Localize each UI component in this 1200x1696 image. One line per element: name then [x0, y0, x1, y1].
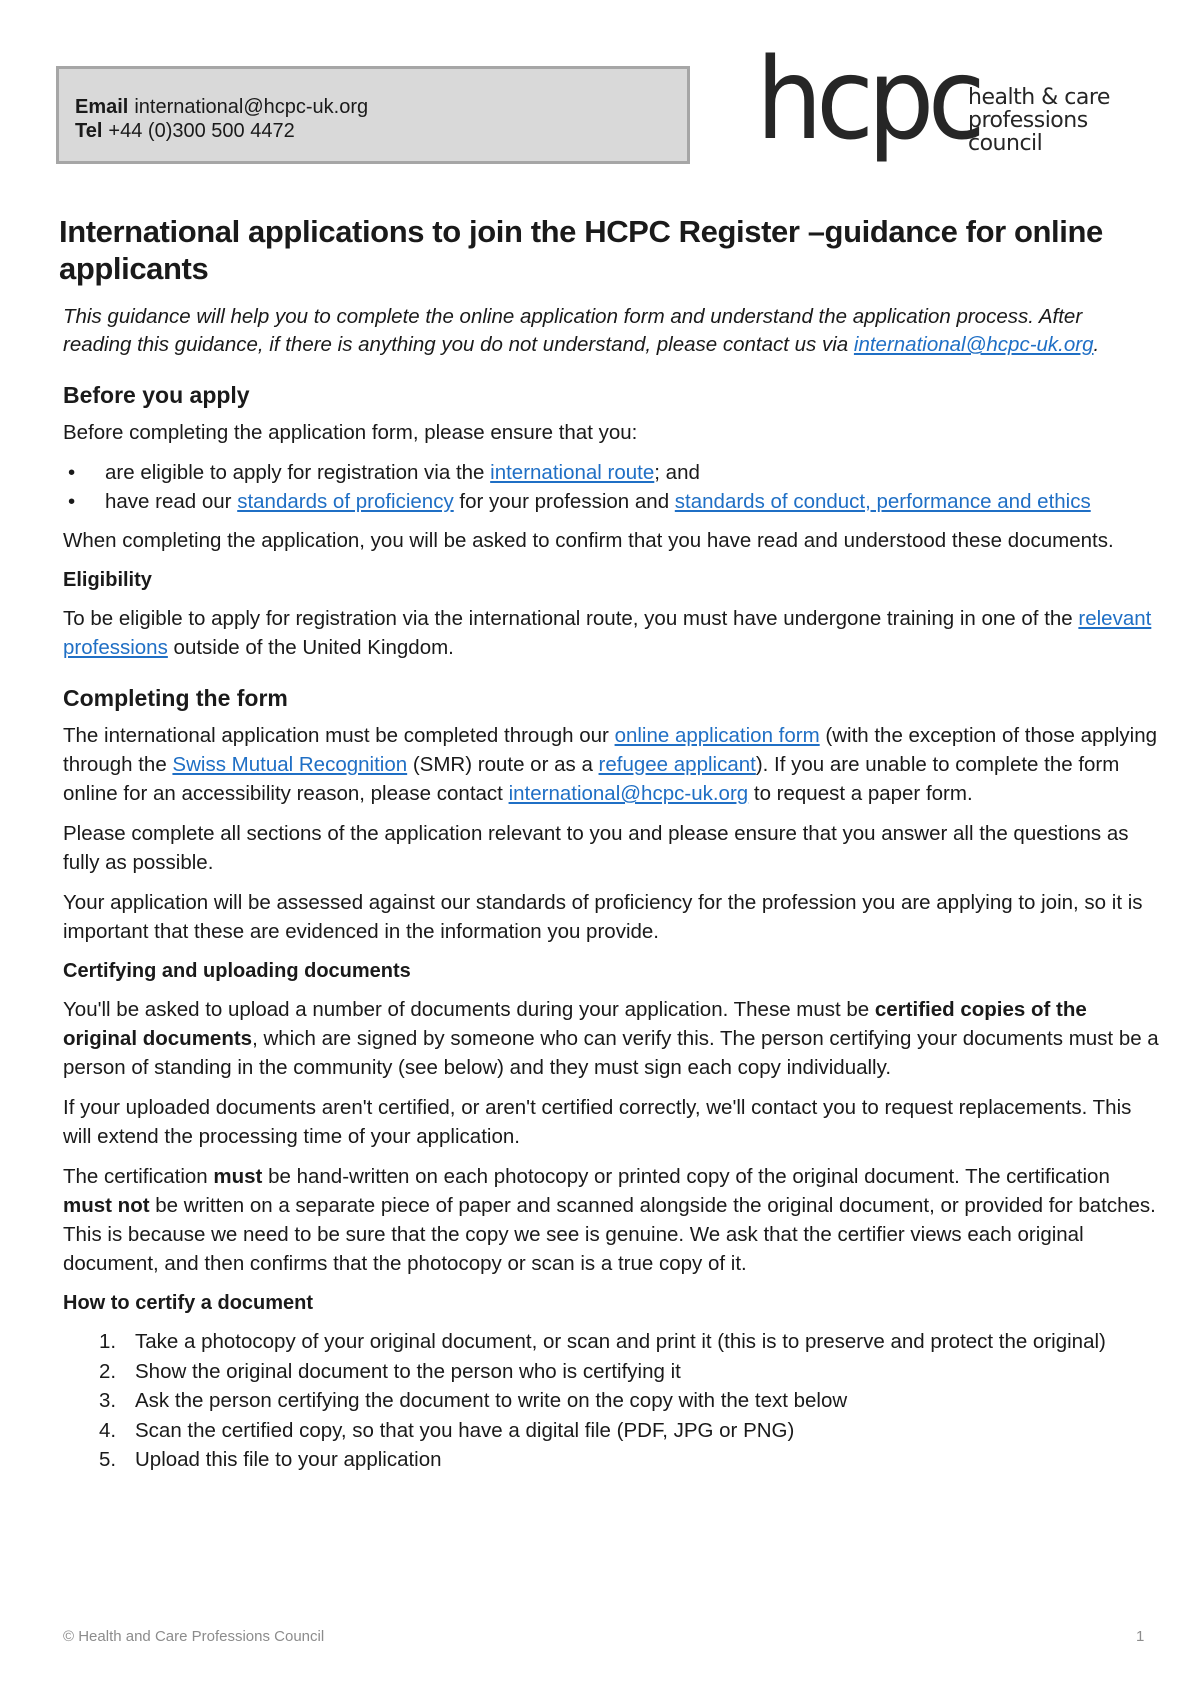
certifying-paragraph-2: If your uploaded documents aren't certified, or aren't certified correctly, we'll contact you to request replacements. This will extend the processing time of your application.	[63, 1096, 1132, 1148]
step-number: 1.	[99, 1330, 117, 1353]
email-label: Email	[75, 96, 129, 118]
bullet-icon: •	[68, 461, 76, 484]
international-route-link[interactable]: international route	[490, 461, 655, 484]
footer-page-number: 1	[1136, 1628, 1145, 1645]
document-body	[63, 380, 1163, 1475]
completing-paragraph-1	[63, 721, 1163, 808]
logo-tagline-line: health & care	[968, 85, 1110, 110]
intro-end: .	[1093, 333, 1100, 356]
eligibility-paragraph	[63, 604, 1163, 662]
section-gap	[63, 673, 1163, 683]
paragraph-text: You'll be asked to upload a number of documents during your application. These must be	[63, 998, 875, 1021]
list-item-text: ; and	[654, 461, 700, 484]
list-item	[63, 1445, 1163, 1475]
list-item	[63, 1416, 1163, 1446]
step-number: 3.	[99, 1389, 117, 1412]
bullet-icon: •	[68, 490, 76, 513]
list-item	[63, 487, 1163, 516]
list-item	[63, 458, 1163, 487]
email-value[interactable]: international@hcpc-uk.org	[134, 96, 369, 118]
footer-copyright: © Health and Care Professions Council	[63, 1628, 325, 1645]
online-application-form-link[interactable]: online application form	[614, 724, 820, 747]
before-lead: Before completing the application form, please ensure that you:	[63, 421, 638, 444]
step-number: 4.	[99, 1418, 117, 1442]
bold-text: must not	[63, 1194, 150, 1217]
step-text: Scan the certified copy, so that you have a digital file (PDF, JPG or PNG)	[135, 1418, 795, 1442]
relevant-professions-link[interactable]: relevant professions	[63, 607, 1152, 659]
step-number: 2.	[99, 1359, 117, 1383]
document-title: International applications to join the HCPC Register –guidance for online applicants	[59, 214, 1103, 286]
before-confirm-paragraph: When completing the application, you will be asked to confirm that you have read and understood these documents.	[63, 529, 1114, 552]
list-item	[63, 1386, 1163, 1416]
list-item	[63, 1327, 1163, 1357]
list-item	[63, 1357, 1163, 1387]
standards-of-proficiency-link[interactable]: standards of proficiency	[237, 490, 454, 513]
section-heading-completing-the-form: Completing the form	[63, 685, 288, 711]
logo-tagline-line: professions	[968, 108, 1088, 133]
bold-text: certified copies of the original documents	[63, 998, 1087, 1050]
refugee-applicant-link[interactable]: refugee applicant	[598, 753, 756, 776]
intro-paragraph	[63, 303, 1153, 359]
paragraph-text: be hand-written on each photocopy or printed copy of the original document. The certification	[262, 1165, 1110, 1188]
logo-tagline-line: council	[968, 131, 1043, 156]
step-text: Show the original document to the person who is certifying it	[135, 1359, 681, 1383]
paragraph-text: To be eligible to apply for registration via the international route, you must have undergone training in one of the	[63, 607, 1079, 630]
how-to-steps-list	[63, 1327, 1163, 1475]
international-email-link[interactable]: international@hcpc-uk.org	[508, 782, 749, 805]
tel-value: +44 (0)300 500 4472	[108, 120, 295, 142]
hcpc-logo	[756, 35, 1110, 174]
list-item-text: for your profession and	[453, 490, 675, 513]
step-text: Ask the person certifying the document to write on the copy with the text below	[135, 1389, 848, 1412]
tel-label: Tel	[75, 120, 103, 142]
certifying-paragraph-3	[63, 1162, 1163, 1278]
logo-tagline	[968, 86, 1110, 155]
bold-text: must	[213, 1165, 263, 1188]
certifying-paragraph-1	[63, 995, 1163, 1082]
paragraph-text: The certification	[63, 1165, 214, 1188]
contact-tel-line	[75, 119, 687, 143]
paragraph-text: (SMR) route or as a	[407, 753, 599, 776]
section-heading-before-you-apply: Before you apply	[63, 382, 250, 408]
completing-paragraph-3: Your application will be assessed against our standards of proficiency for the profession you are applying to join, so it is important that these are evidenced in the information you provide.	[63, 891, 1143, 943]
step-text: Take a photocopy of your original document, or scan and print it (this is to preserve and protect the original)	[135, 1330, 1106, 1353]
paragraph-text: outside of the United Kingdom.	[167, 636, 454, 659]
subheading-how-to-certify: How to certify a document	[63, 1292, 314, 1314]
intro-email-link[interactable]: international@hcpc-uk.org	[853, 333, 1094, 356]
paragraph-text: to request a paper form.	[748, 782, 973, 805]
paragraph-text: (with the exception of those applying through the	[63, 724, 1158, 776]
logo-wordmark: hcpc	[756, 35, 980, 165]
before-bullet-list	[63, 458, 1163, 516]
subheading-eligibility: Eligibility	[63, 569, 152, 591]
list-item-text: have read our	[105, 490, 238, 513]
intro-text: This guidance will help you to complete the online application form and understand the application process. After reading this guidance, if there is anything you do not understand, please contact us via	[63, 305, 1083, 356]
paragraph-text: , which are signed by someone who can verify this. The person certifying your documents must be a person of standing in the community (see below) and they must sign each copy individually.	[63, 1027, 1159, 1079]
contact-box	[56, 66, 690, 164]
paragraph-text: be written on a separate piece of paper and scanned alongside the original document, or provided for batches. This is because we need to be sure that the copy we see is genuine. We ask that the certifier views each original document, and then confirms that the photocopy or scan is a true copy of it.	[63, 1194, 1156, 1275]
step-text: Upload this file to your application	[135, 1448, 442, 1471]
paragraph-text: The international application must be completed through our	[63, 724, 615, 747]
paragraph-text: ). If you are unable to complete the form online for an accessibility reason, please contact	[63, 753, 1120, 805]
standards-of-conduct-link[interactable]: standards of conduct, performance and ethics	[674, 490, 1091, 513]
subheading-certifying-documents: Certifying and uploading documents	[63, 960, 411, 982]
contact-email-line	[75, 95, 687, 119]
completing-paragraph-2: Please complete all sections of the application relevant to you and please ensure that you answer all the questions as fully as possible.	[63, 822, 1129, 874]
step-number: 5.	[99, 1448, 117, 1471]
list-item-text: are eligible to apply for registration via the	[105, 461, 491, 484]
swiss-mutual-recognition-link[interactable]: Swiss Mutual Recognition	[172, 753, 408, 776]
